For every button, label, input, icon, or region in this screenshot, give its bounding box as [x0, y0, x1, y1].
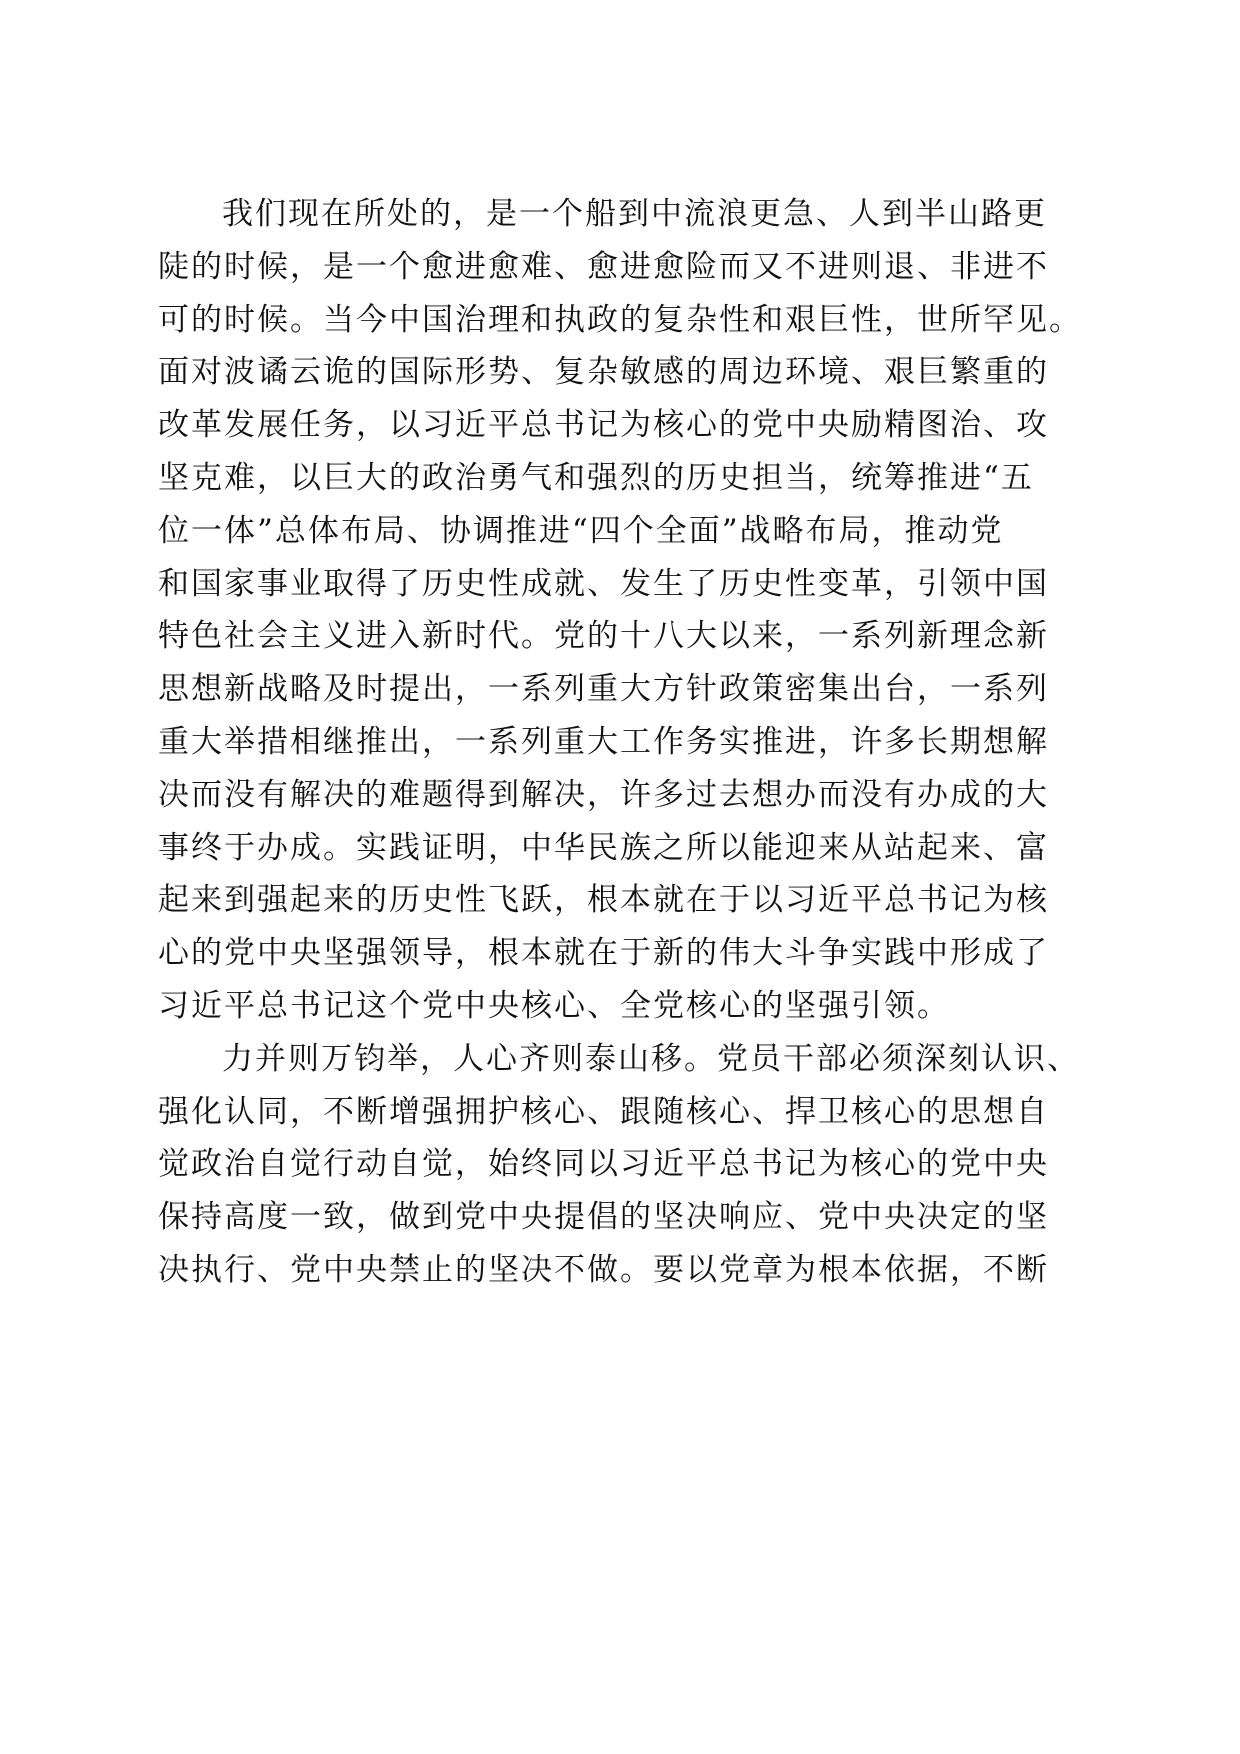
text-line: 决而没有解决的难题得到解决，许多过去想办而没有办成的大	[158, 776, 1049, 813]
paragraph-2	[158, 1033, 1088, 1297]
text-line: 心的党中央坚强领导，根本就在于新的伟大斗争实践中形成了	[158, 935, 1049, 972]
text-line: 保持高度一致，做到党中央提倡的坚决响应、党中央决定的坚	[158, 1199, 1049, 1236]
text-line: 强化认同，不断增强拥护核心、跟随核心、捍卫核心的思想自	[158, 1093, 1049, 1130]
body-text	[158, 188, 1088, 1297]
text-line: 面对波谲云诡的国际形势、复杂敏感的周边环境、艰巨繁重的	[158, 354, 1049, 391]
text-line: 重大举措相继推出，一系列重大工作务实推进，许多长期想解	[158, 723, 1049, 760]
text-line: 力并则万钧举，人心齐则泰山移。党员干部必须深刻认识、	[222, 1040, 1080, 1077]
text-line: 习近平总书记这个党中央核心、全党核心的坚强引领。	[158, 987, 950, 1024]
text-line: 陡的时候，是一个愈进愈难、愈进愈险而又不进则退、非进不	[158, 248, 1049, 285]
text-line: 觉政治自觉行动自觉，始终同以习近平总书记为核心的党中央	[158, 1146, 1049, 1183]
paragraph-1	[158, 188, 1088, 1033]
text-line: 决执行、党中央禁止的坚决不做。要以党章为根本依据，不断	[158, 1251, 1049, 1288]
text-line: 位一体”总体布局、协调推进“四个全面”战略布局，推动党	[158, 512, 1004, 549]
text-line: 改革发展任务，以习近平总书记为核心的党中央励精图治、攻	[158, 407, 1049, 444]
text-line: 可的时候。当今中国治理和执政的复杂性和艰巨性，世所罕见。	[158, 301, 1082, 338]
text-line: 事终于办成。实践证明，中华民族之所以能迎来从站起来、富	[158, 829, 1049, 866]
text-line: 我们现在所处的，是一个船到中流浪更急、人到半山路更	[222, 196, 1047, 232]
text-line: 和国家事业取得了历史性成就、发生了历史性变革，引领中国	[158, 565, 1049, 602]
text-line: 起来到强起来的历史性飞跃，根本就在于以习近平总书记为核	[158, 882, 1049, 919]
text-line: 特色社会主义进入新时代。党的十八大以来，一系列新理念新	[158, 618, 1049, 655]
text-line: 思想新战略及时提出，一系列重大方针政策密集出台，一系列	[158, 671, 1049, 708]
text-line: 坚克难，以巨大的政治勇气和强烈的历史担当，统筹推进“五	[158, 459, 1034, 496]
